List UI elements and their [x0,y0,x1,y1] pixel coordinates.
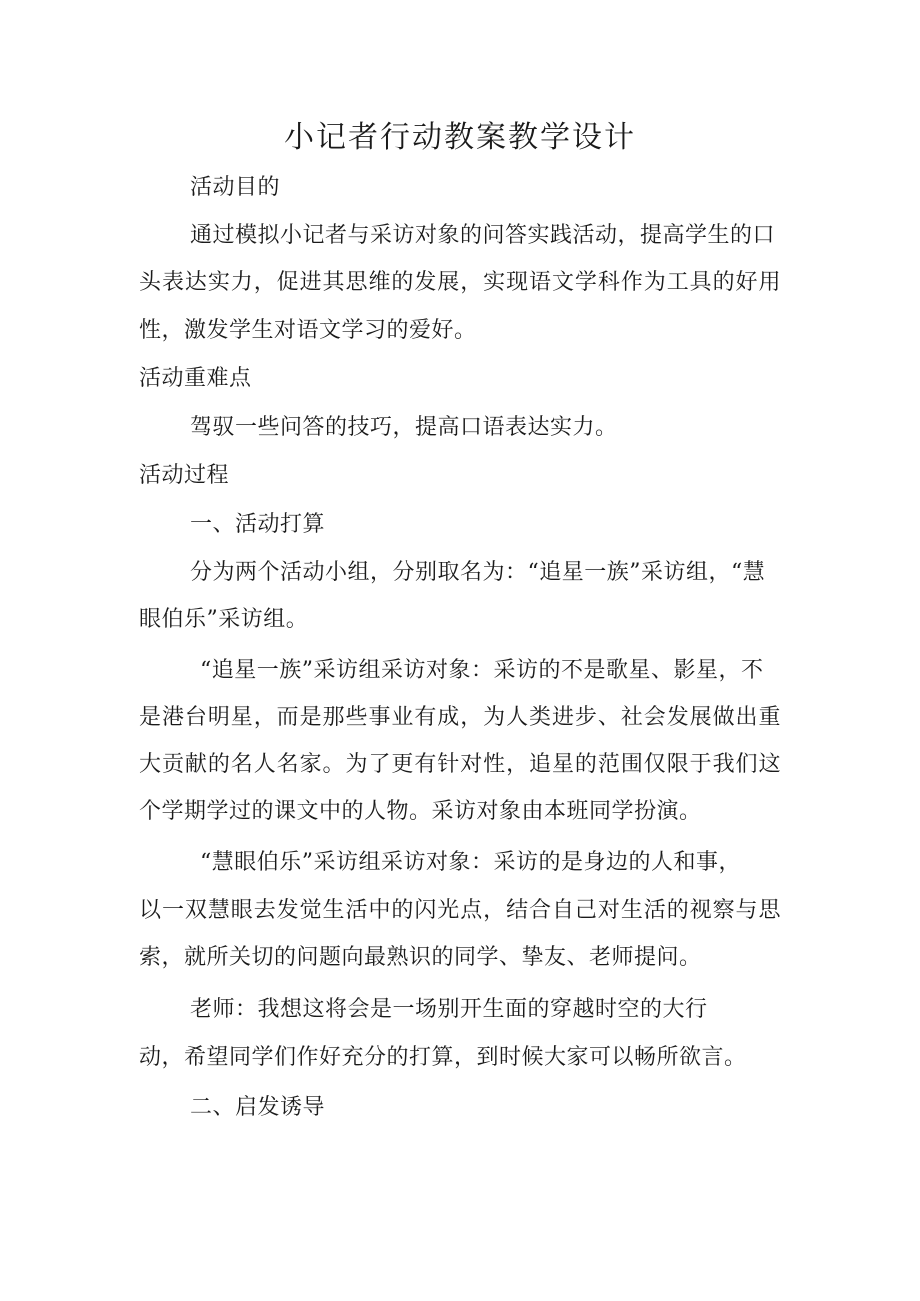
paragraph-line: 头表达实力，促进其思维的发展，实现语文学科作为工具的好用 [139,270,781,295]
paragraph-line: 以一双慧眼去发觉生活中的闪光点，结合自己对生活的视察与思 [139,898,781,923]
heading-activity-purpose: 活动目的 [190,175,281,200]
paragraph-line: 大贡献的名人名家。为了更有针对性，追星的范围仅限于我们这 [139,752,781,777]
subheading-guidance: 二、启发诱导 [190,1095,326,1120]
subheading-preparation: 一、活动打算 [190,512,326,537]
paragraph-line: 老师：我想这将会是一场别开生面的穿越时空的大行 [190,997,708,1022]
paragraph-line: 眼伯乐”采访组。 [139,607,309,632]
heading-activity-process: 活动过程 [139,463,230,488]
paragraph-line: 动，希望同学们作好充分的打算，到时候大家可以畅所欲言。 [139,1045,747,1070]
heading-key-difficulties: 活动重难点 [139,366,252,391]
paragraph-line: “追星一族”采访组采访对象：采访的不是歌星、影星，不 [200,658,764,683]
paragraph-line: 个学期学过的课文中的人物。采访对象由本班同学扮演。 [139,799,702,824]
paragraph-line: 分为两个活动小组，分别取名为：“追星一族”采访组，“慧 [190,560,766,585]
paragraph-line: “慧眼伯乐”采访组采访对象：采访的是身边的人和事， [200,850,741,875]
paragraph-line: 驾驭一些问答的技巧，提高口语表达实力。 [190,415,618,440]
paragraph-line: 索，就所关切的问题向最熟识的同学、挚友、老师提问。 [139,945,702,970]
paragraph-line: 是港台明星，而是那些事业有成，为人类进步、社会发展做出重 [139,705,781,730]
document-title: 小记者行动教案教学设计 [284,120,636,155]
paragraph-line: 通过模拟小记者与采访对象的问答实践活动，提高学生的口 [190,223,776,248]
paragraph-line: 性，激发学生对语文学习的爱好。 [139,318,477,343]
